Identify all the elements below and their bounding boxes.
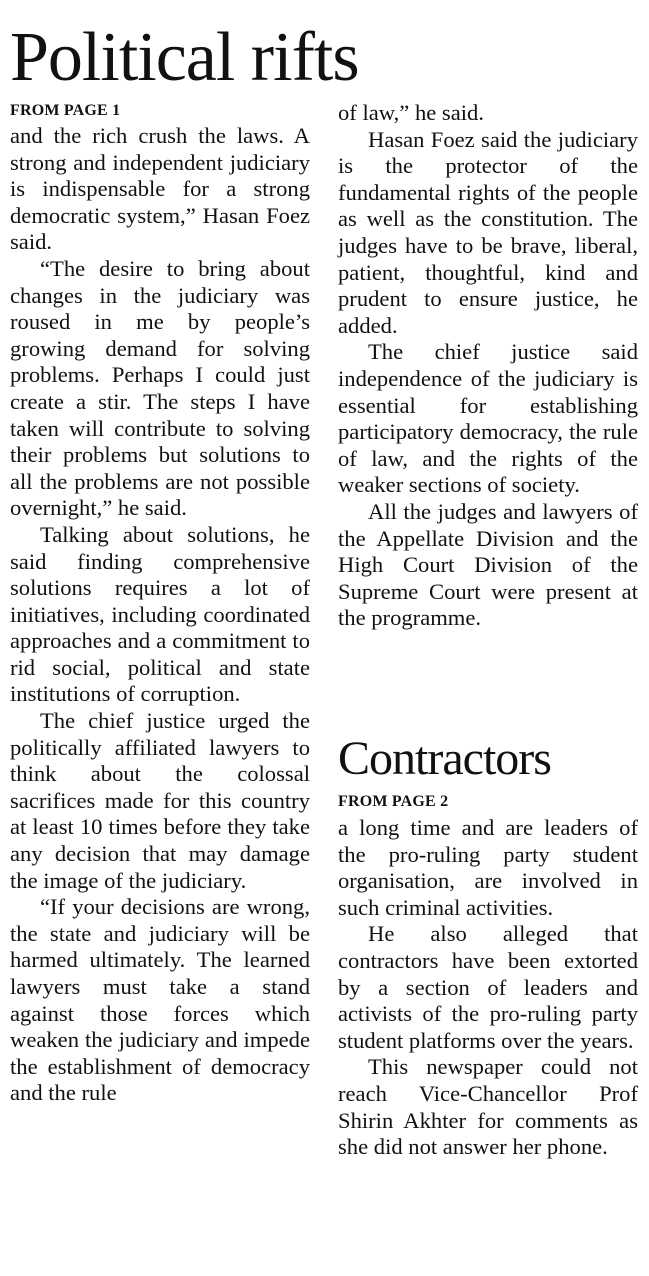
paragraph: This newspaper could not reach Vice-Chancellor Prof Shirin Akhter for comments as she did not answer her phone. [338,1054,638,1160]
paragraph: He also alleged that contractors have been extorted by a section of leaders and activists of the pro-ruling party student platforms over the years. [338,921,638,1053]
from-page-label: FROM PAGE 1 [10,102,121,119]
article-column-contractors [338,815,638,1161]
headline-political-rifts: Political rifts [10,19,359,96]
paragraph: “If your decisions are wrong, the state and judiciary will be harmed ultimately. The learned lawyers must take a stand against those forces which weaken the judiciary and impede the establishment of democracy and the rule [10,894,310,1106]
from-page-label: FROM PAGE 2 [338,793,449,810]
paragraph: The chief justice urged the politically affiliated lawyers to think about the colossal sacrifices made for this country at least 10 times before they take any decision that may damage the image of the judiciary. [10,708,310,893]
paragraph: Hasan Foez said the judiciary is the protector of the fundamental rights of the people as well as the constitution. The judges have to be brave, liberal, patient, thoughtful, kind and prudent to ensure justice, he added. [338,126,638,338]
paragraph: of law,” he said. [338,100,484,125]
article-column-left [10,123,310,1107]
paragraph: All the judges and lawyers of the Appellate Division and the High Court Division of the Supreme Court were present at the programme. [338,498,638,631]
headline-contractors: Contractors [338,732,551,785]
paragraph: and the rich crush the laws. A strong and independent judiciary is indispensable for a strong democratic system,” Hasan Foez said. [10,123,310,255]
article-column-right [338,100,638,632]
paragraph: Talking about solutions, he said finding comprehensive solutions requires a lot of initiatives, including coordinated approaches and a commitment to rid social, political and state institutions of corruption. [10,521,310,707]
paragraph: “The desire to bring about changes in the judiciary was roused in me by people’s growing demand for solving problems. Perhaps I could just create a stir. The steps I have taken will contribute to solving their problems but solutions to all the problems are not possible overnight,” he said. [10,255,310,521]
paragraph: The chief justice said independence of the judiciary is essential for establishing participatory democracy, the rule of law, and the rights of the weaker sections of society. [338,339,638,498]
paragraph: a long time and are leaders of the pro-ruling party student organisation, are involved in such criminal activities. [338,815,638,920]
